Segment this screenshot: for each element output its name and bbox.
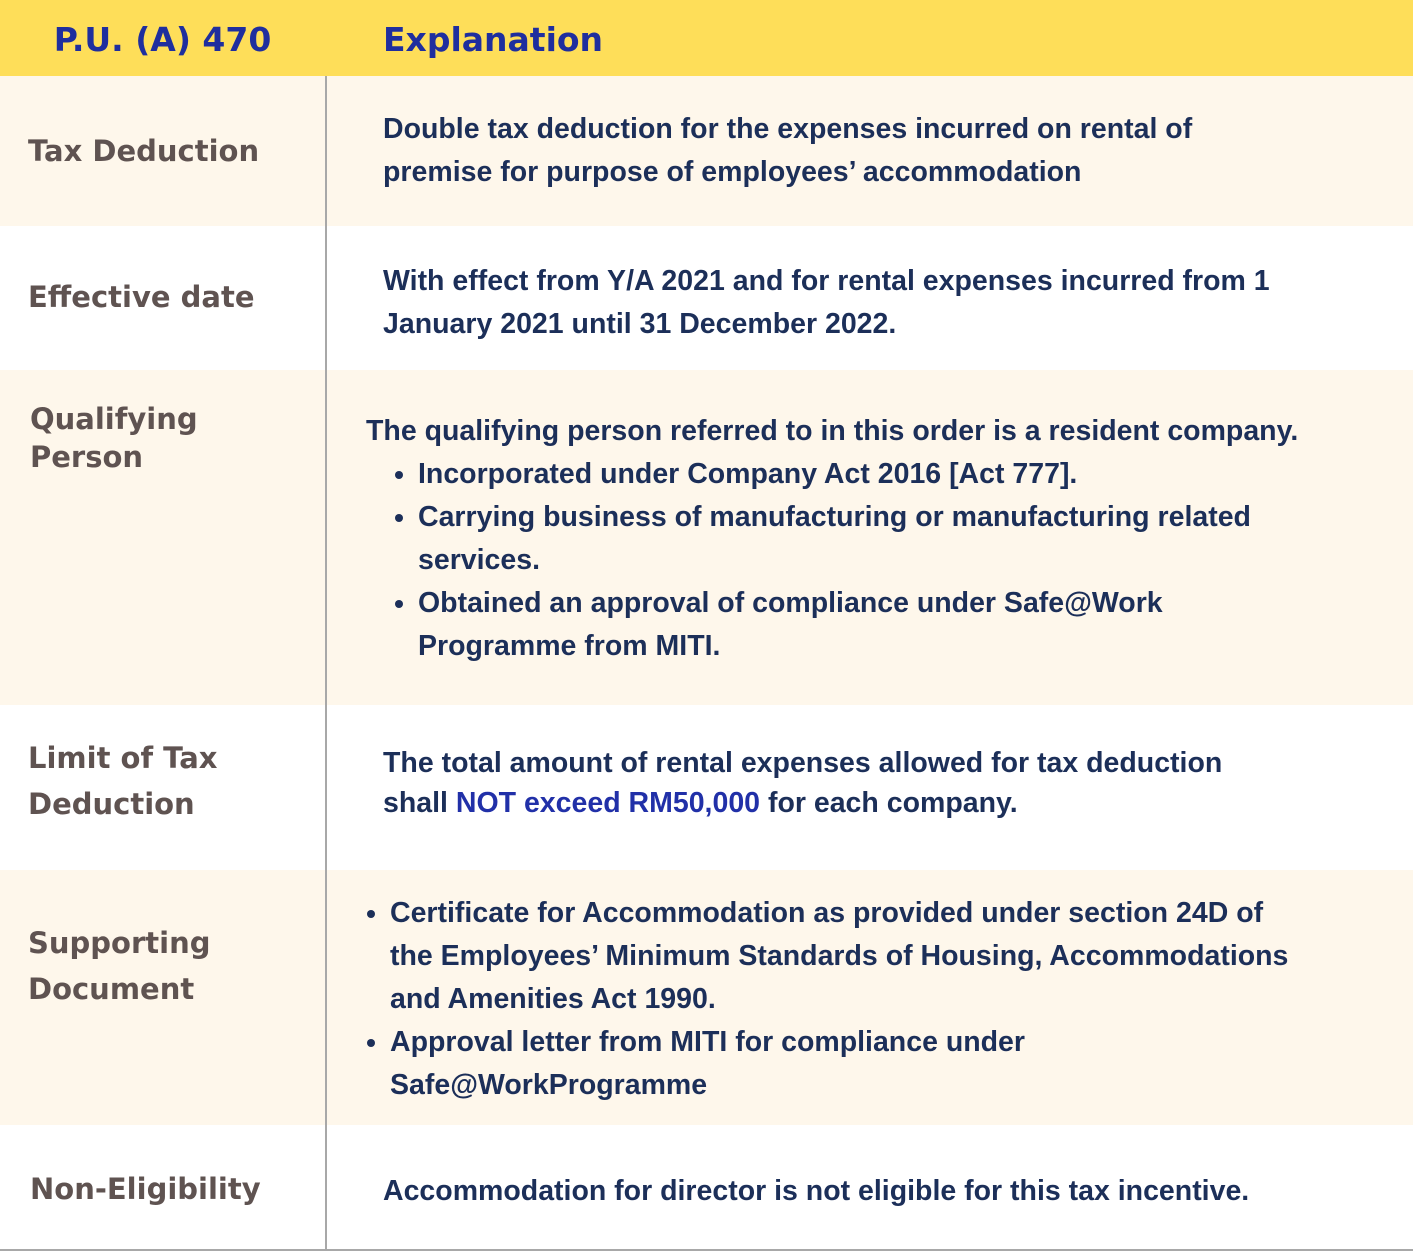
- row-explanation: [366, 410, 1406, 668]
- row-label: Tax Deduction: [28, 134, 260, 168]
- row-explanation: [338, 892, 1338, 1107]
- explanation-line: Double tax deduction for the expenses incurred on rental of: [383, 113, 1193, 145]
- text-segment: shall: [383, 787, 456, 819]
- text-segment: for each company.: [760, 787, 1018, 819]
- list-item: • Carrying business of manufacturing or manufacturing related services.: [418, 496, 1338, 582]
- documents-list: [338, 892, 1300, 1107]
- table-bottom-border: [0, 1249, 1413, 1251]
- limit-highlight: NOT exceed RM50,000: [455, 787, 761, 819]
- list-item: • Obtained an approval of compliance under Safe@Work Programme from MITI.: [418, 582, 1258, 668]
- row-explanation: [383, 743, 1383, 823]
- explanation-line: premise for purpose of employees’ accommodation: [383, 156, 1082, 188]
- row-tax-deduction: [0, 76, 1413, 226]
- row-label: Effective date: [28, 280, 255, 314]
- column-divider: [325, 76, 327, 1250]
- criteria-list: [366, 453, 1338, 668]
- row-label: [30, 400, 198, 476]
- header-col-reference: P.U. (A) 470: [53, 20, 272, 59]
- row-non-eligibility: [0, 1125, 1413, 1249]
- explanation-line: The total amount of rental expenses allowed for tax deduction: [383, 747, 1223, 779]
- row-explanation: Accommodation for director is not eligible for this tax incentive.: [383, 1175, 1250, 1207]
- row-effective-date: [0, 226, 1413, 370]
- table-header: [0, 0, 1413, 76]
- list-item: • Certificate for Accommodation as provided under section 24D of the Employees’ Minimum Standards of Housing, Accommodations and Amenities Act 1990.: [390, 892, 1300, 1021]
- explanation-line: January 2021 until 31 December 2022.: [383, 308, 897, 340]
- row-explanation: [383, 108, 1393, 194]
- label-line: Limit of Tax: [28, 741, 218, 775]
- label-line: Document: [28, 972, 195, 1006]
- row-label: [28, 920, 210, 1012]
- list-item: • Incorporated under Company Act 2016 [Act 777].: [418, 453, 1338, 496]
- label-line: Deduction: [28, 787, 195, 821]
- header-col-explanation: Explanation: [383, 20, 604, 59]
- list-item: • Approval letter from MITI for compliance under Safe@WorkProgramme: [390, 1021, 1090, 1107]
- row-label: [28, 735, 218, 827]
- explanation-line: [383, 783, 1383, 823]
- explanation-intro: The qualifying person referred to in this order is a resident company.: [366, 415, 1299, 447]
- row-limit: [0, 705, 1413, 870]
- row-label: Non-Eligibility: [30, 1172, 261, 1206]
- label-line: Supporting: [28, 926, 211, 960]
- explanation-line: With effect from Y/A 2021 and for rental expenses incurred from 1: [383, 265, 1270, 297]
- label-line: Person: [30, 440, 144, 474]
- row-supporting-document: [0, 870, 1413, 1125]
- label-line: Qualifying: [30, 402, 198, 436]
- row-explanation: [383, 260, 1403, 346]
- row-qualifying-person: [0, 370, 1413, 705]
